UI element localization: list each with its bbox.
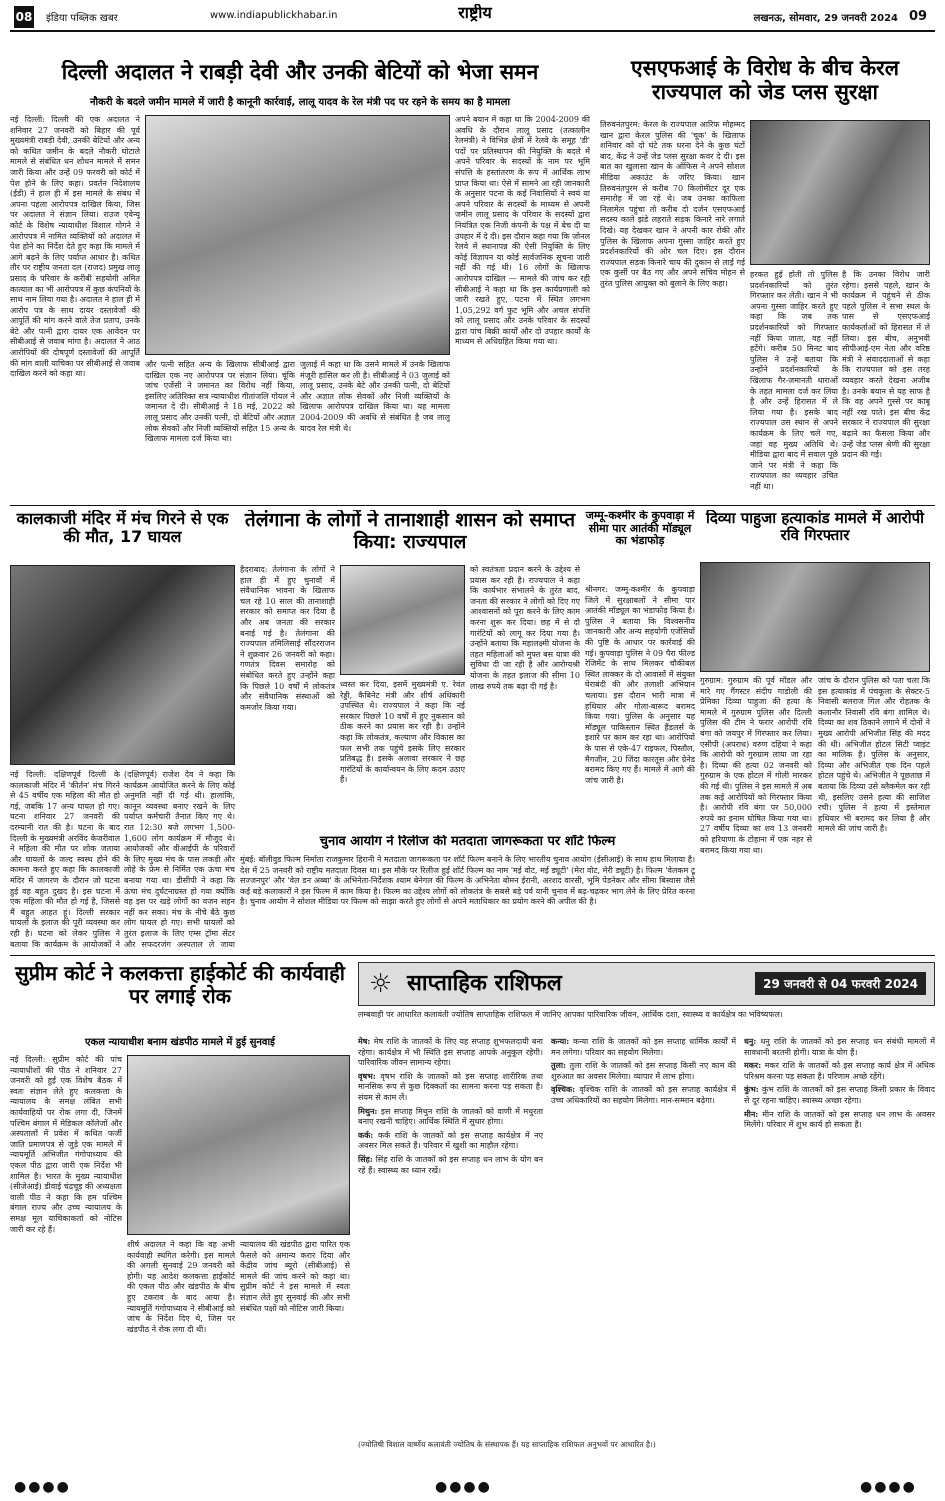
story1-headline: दिल्ली अदालत ने राबड़ी देवी और उनकी बेटियों को भेजा समन [61, 60, 539, 84]
horoscope-entry [358, 1106, 543, 1128]
horoscope-sign: मकर: [744, 1060, 765, 1071]
story4-col3: को स्वतंत्रता प्रदान करने के उद्देश्य से प्रयास कर रही है। राज्यपाल ने कहा कि कार्यभार संभालने के तुरंत बाद, जनता की सरकार ने लोगों को दिए गए आश्वासनों को पूरा करने के लिए काम करना शुरू कर दिया। छह में से दो गारंटियों को लागू कर दिया गया है। उन्होंने बताया कि महालक्ष्मी योजना के तहत महिलाओं को मुफ्त बस यात्रा की सुविधा दी जा रही है और आरोग्यश्री योजना के तहत इलाज की सीमा 10 लाख रुपये तक बढ़ा दी गई है। [470, 565, 580, 691]
horoscope-text: इस सप्ताह मिथुन राशि के जातकों को वाणी में मधुरता बनाए रखनी चाहिए। आर्थिक स्थिति में सुधार होगा। [358, 1106, 543, 1127]
horoscope-text: मेष राशि के जातकों के लिए यह सप्ताह शुभफलदायी बना रहेगा। कार्यक्षेत्र में भी स्थिति इस सप्ताह आपके अनुकूल रहेगी। पारिवारिक जीवन सामान्य रहेगा। [358, 1037, 543, 1068]
horoscope-sign: वृश्चिक: [551, 1084, 580, 1095]
story1-photo [145, 115, 450, 355]
horoscope-sign: मिथुन: [358, 1105, 382, 1116]
sun-icon: ☼ [369, 969, 393, 999]
footer-dots-right: ●●●● [860, 1479, 917, 1495]
horoscope-text: सिंह राशि के जातकों को इस सप्ताह धन लाभ के योग बन रहे हैं। स्वास्थ्य का ध्यान रखें। [358, 1154, 543, 1175]
story6-col1: गुरुग्राम: गुरुग्राम की पूर्व मॉडल और मारे गए गैंगस्टर संदीप गाडोली की प्रेमिका दिव्या पाहुजा की हत्या के मामले में गुरुग्राम पुलिस और दिल्ली पुलिस की टीम ने फरार आरोपी रवि बंगा को जयपुर में गिरफ्तार कर लिया। एसीपी (अपराध) वरुण दहिया ने कहा कि आरोपी को गुरुग्राम लाया जा रहा है। दिव्या की हत्या 02 जनवरी को गुरुग्राम के एक होटल में गोली मारकर की गई थी। पुलिस ने इस मामले में अब तक कई आरोपियों को गिरफ्तार किया है। आरोपी रवि बंगा पर 50,000 रुपये का इनाम घोषित किया गया था। 27 वर्षीय दिव्या का शव 13 जनवरी को हरियाणा के टोहाना में एक नहर से बरामद किया गया था। [700, 676, 812, 855]
horoscope-col1 [358, 1036, 543, 1436]
story5-headline: जम्मू-कश्मीर के कुपवाड़ा में सीमा पार आतंकी मॉड्यूल का भंडाफोड़ [585, 510, 695, 548]
horoscope-entry [358, 1154, 543, 1176]
horoscope-date-range: 29 जनवरी से 04 फरवरी 2024 [755, 972, 926, 995]
story8-headline: सुप्रीम कोर्ट ने कलकत्ता हाईकोर्ट की कार्यवाही पर लगाई रोक [15, 962, 345, 1008]
story2-photo [750, 120, 930, 265]
section-title: राष्ट्रीय [458, 4, 492, 22]
horoscope-sign: कर्क: [358, 1129, 378, 1140]
horoscope-footnote: (ज्योतिषी विशाल वार्ष्णेय कलावंती ज्योतिष के संस्थापक हैं। यह साप्ताहिक राशिफल अनुभवों पर आधारित है।) [358, 1440, 656, 1449]
horoscope-text: कर्क राशि के जातकों को इस सप्ताह कार्यक्षेत्र में नए अवसर मिल सकते हैं। परिवार में खुशी का माहौल रहेगा। [358, 1130, 543, 1151]
horoscope-entry [551, 1036, 736, 1058]
story8-subhead: एकल न्यायाधीश बनाम खंडपीठ मामले में हुई सुनवाई [85, 1037, 275, 1048]
story2-headline: एसएफआई के विरोध के बीच केरल राज्यपाल को जेड प्लस सुरक्षा [631, 56, 899, 105]
horoscope-entry [744, 1036, 935, 1058]
footer-dots-left: ●●●● [14, 1479, 71, 1495]
row-rule-1 [10, 505, 935, 506]
horoscope-entry [744, 1109, 935, 1131]
story3-headline: कालकाजी मंदिर में मंच गिरने से एक की मौत, 17 घायल [16, 510, 229, 547]
footer-dots-center: ●●●● [435, 1479, 492, 1495]
horoscope-sign: मीन: [744, 1108, 763, 1119]
paper-name: इंडिया पब्लिक खबर [46, 13, 118, 24]
horoscope-entry [551, 1060, 736, 1082]
horoscope-text: वृश्चिक राशि के जातकों को इस सप्ताह कार्यक्षेत्र में उच्च अधिकारियों का सहयोग मिलेगा। मान-सम्मान बढ़ेगा। [551, 1085, 736, 1105]
horoscope-sign: धनु: [744, 1036, 761, 1046]
story8-col1: नई दिल्ली: सुप्रीम कोर्ट की पांच न्यायाधीशों की पीठ ने शनिवार 27 जनवरी को हुई एक विशेष बैठक में स्वतः संज्ञान लेते हुए कलकत्ता के न्यायालय के समक्ष लंबित सभी कार्यवाहियों पर रोक लगा दी, जिनमें पश्चिम बंगाल में मेडिकल कॉलेजों और अस्पतालों में प्रवेश में कथित फर्जी जाति प्रमाणपत्र से जुड़े एक मामले में न्यायमूर्ति अभिजीत गंगोपाध्याय की एकल पीठ द्वारा जारी एक निर्देश भी शामिल है। भारत के मुख्य न्यायाधीश (सीजेआई) डीवाई चंद्रचूड़ की अध्यक्षता वाली पीठ ने कहा कि हम पश्चिम बंगाल राज्य और उच्च न्यायालय के समक्ष मूल याचिकाकर्ता को नोटिस जारी कर रहे हैं। [10, 1055, 122, 1234]
dateline: लखनऊ, सोमवार, 29 जनवरी 2024 [753, 13, 898, 24]
story3-col2: (दक्षिणपूर्व) राजेश देव ने कहा कि कार्यक्रम आयोजित करने के लिए कोई अनुमति नहीं दी गई थी। हालांकि, कानून व्यवस्था बनाए रखने के लिए पर्याप्त कर्मचारी तैनात किए गए थे। रात 12:30 बजे लगभग 1,500-1,600 लोग कार्यक्रम में मौजूद थे। आयोजकों और वीआईपी के परिवारों के लिए मुख्य मंच के पास लकड़ी और लोहे के फ्रेम से निर्मित एक ऊंचा मंच बनाया गया था। डीसीपी ने कहा कि ऊंचा मंच दुर्घटनाग्रस्त हो गया क्योंकि वह इस पर खड़े लोगों का वजन सहन नहीं कर सका। मंच के नीचे बैठे कुछ लोग घायल हो गए। सभी घायलों को तुरंत इलाज के लिए एम्स ट्रॉमा सेंटर और सफदरजंग अस्पताल ले जाया [124, 770, 235, 949]
story3-col1: नई दिल्ली: दक्षिणपूर्व दिल्ली के कालकाजी मंदिर में 'कीर्तन' मंच गिरने से 45 वर्षीय एक महिला की मौत हो गई, जबकि 17 अन्य घायल हो गए। घटना शनिवार 27 जनवरी की दरम्यानी रात की है। घटना के बाद दिल्ली के मुख्यमंत्री अरविंद केजरीवाल ने महिला की मौत पर शोक जताया और घायलों के जल्द स्वस्थ होने की कामना करते हुए कहा कि कालकाजी मंदिर में जागरण के दौरान जो घटना हुई वह बहुत दुखद है। इस घटना में एक महिला की मौत हो गई है, जिससे मैं बहुत आहत हूं। दिल्ली सरकार घायलों के इलाज की पूरी व्यवस्था कर रही है। घटना को लेकर पुलिस ने बताया कि कार्यक्रम के आयोजकों ने [10, 770, 120, 949]
horoscope-text: कुंभ राशि के जातकों को इस सप्ताह किसी प्रकार के विवाद से दूर रहना चाहिए। स्वास्थ्य अच्छा रहेगा। [744, 1085, 935, 1105]
horoscope-col3 [744, 1036, 935, 1436]
story8-col2: शीर्ष अदालत ने कहा कि वह अभी कार्यवाही स्थगित करेगी। इस मामले की अगली सुनवाई 29 जनवरी को होगी। यह आदेश कलकत्ता हाईकोर्ट की एकल पीठ और खंडपीठ के बीच हुए टकराव के बाद आया है। न्यायमूर्ति गंगोपाध्याय ने सीबीआई को जांच के निर्देश दिए थे, जिस पर खंडपीठ ने रोक लगा दी थी। [127, 1240, 235, 1334]
story1-col3: जुलाई में कहा था कि उसने मामले में उनके खिलाफ मंजूरी हासिल कर ली है। सीबीआई ने 03 जुलाई को लालू प्रसाद, उनके बेटे और उनकी पत्नी, दो बेटियों और अज्ञात लोक सेवकों और निजी व्यक्तियों के खिलाफ आरोपपत्र दाखिल किया था। यह मामला 2004-2009 की अवधि से संबंधित है जब लालू यादव रेल मंत्री थे। [300, 360, 450, 433]
horoscope-text: वृषभ राशि के जातकों को इस सप्ताह शारीरिक तथा मानसिक रूप से कुछ दिक्कतों का सामना करना पड़ सकता है। संयम से काम लें। [358, 1071, 543, 1102]
horoscope-entry [358, 1071, 543, 1104]
horoscope-sign: मेष: [358, 1036, 374, 1046]
page-number-right: 09 [908, 9, 928, 24]
page-number-left: 08 [14, 6, 34, 28]
horoscope-entry [744, 1060, 935, 1082]
story1-col4: अपने बयान में कहा था कि 2004-2009 की अवधि के दौरान लालू प्रसाद (तत्कालीन रेलमंत्री) ने विभिन्न क्षेत्रों में रेलवे के समूह 'डी' पदों पर प्रतिस्थापन की नियुक्ति के बदले में अपने परिवार के सदस्यों के नाम पर भूमि संपत्ति के हस्तांतरण के रूप में आर्थिक लाभ प्राप्त किया था। ऐसे में सामने आ रही जानकारी के अनुसार पटना के कई निवासियों ने स्वयं या अपने परिवार के सदस्यों के माध्यम से अपनी जमीन लालू प्रसाद के परिवार के सदस्यों द्वारा नियंत्रित एक निजी कंपनी के पक्ष में बेच दी या उपहार में दे दी। इस दौरान कहा गया कि जोनल रेलवे में स्थानापन्न की ऐसी नियुक्ति के लिए कोई विज्ञापन या कोई सार्वजनिक सूचना जारी नहीं की गई थी। 16 लोगों के खिलाफ आरोपपत्र दाखिल — मामले की जांच कर रही सीबीआई ने कहा था कि इस कार्यप्रणाली को जारी रखते हुए, पटना में स्थित लगभग 1,05,292 वर्ग फुट भूमि और अचल संपत्ति को लालू प्रसाद और उनके परिवार के सदस्यों द्वारा पांच बिक्री कार्यों और दो उपहार कार्यों के माध्यम से अधिग्रहित किया गया था। [455, 115, 590, 347]
story1-subhead: नौकरी के बदले जमीन मामले में जारी है कानूनी कार्रवाई, लालू यादव के रेल मंत्री पद पर रहने के समय का है मामला [89, 97, 511, 108]
header-rule [10, 30, 935, 32]
horoscope-text: धनु राशि के जातकों को इस सप्ताह धन संबंधी मामलों में सावधानी बरतनी होगी। यात्रा के योग हैं। [744, 1037, 935, 1057]
horoscope-entry [358, 1130, 543, 1152]
story6-col2: जांच के दौरान पुलिस को पता चला कि इस हत्याकांड में पंचकूला के सेक्टर-5 निवासी बलराज गिल और रोहतक के कलानौर निवासी रवि बंगा शामिल थे। दिव्या का शव ठिकाने लगाने में दोनों ने मुख्य आरोपी अभिजीत सिंह की मदद की थी। अभिजीत होटल सिटी प्वाइंट का मालिक है। पुलिस के अनुसार, दिव्या और अभिजीत एक दिन पहले होटल पहुंचे थे। अभिजीत ने पूछताछ में बताया कि दिव्या उसे ब्लैकमेल कर रही थी, इसलिए उसने हत्या की साजिश रची। पुलिस ने हत्या में इस्तेमाल हथियार भी बरामद कर लिया है और मामले की जांच जारी है। [818, 676, 930, 834]
horoscope-text: कन्या राशि के जातकों को इस सप्ताह धार्मिक कार्यों में मन लगेगा। परिवार का सहयोग मिलेगा। [551, 1037, 736, 1057]
horoscope-banner [358, 962, 935, 1006]
horoscope-col2 [551, 1036, 736, 1436]
horoscope-sign: कुंभ: [744, 1084, 762, 1095]
horoscope-text: तुला राशि के जातकों को इस सप्ताह किसी नए काम की शुरुआत का अवसर मिलेगा। व्यापार में लाभ होगा। [551, 1061, 736, 1081]
story4-col2: ध्वस्त कर दिया, इसमें मुख्यमंत्री ए. रेवंत रेड्डी, कैबिनेट मंत्री और शीर्ष अधिकारी उपस्थित थे। राज्यपाल ने कहा कि नई सरकार पिछले 10 वर्षों में हुए नुकसान को ठीक करने का प्रयास कर रही है। उन्होंने कहा कि लोकतंत्र, कल्याण और विकास का फल सभी तक पहुंचे इसके लिए सरकार प्रतिबद्ध है। इसके अलावा सरकार ने छह गारंटियों के कार्यान्वयन के लिए कदम उठाए हैं। [340, 680, 465, 785]
horoscope-sign: तुला: [551, 1060, 570, 1071]
story7-headline: चुनाव आयोग ने रिलीज की मतदाता जागरूकता पर शॉर्ट फिल्म [319, 835, 616, 849]
story8-col3: न्यायालय की खंडपीठ द्वारा पारित एक फैसले को अमान्य करार दिया और केंद्रीय जांच ब्यूरो (सीबीआई) से मामले की जांच करने को कहा था। सुप्रीम कोर्ट ने इस मामले में स्वतः संज्ञान लेते हुए सुनवाई की और सभी संबंधित पक्षों को नोटिस जारी किया। [240, 1240, 350, 1313]
story6-photo [700, 562, 930, 672]
horoscope-sign: वृषभ: [358, 1070, 381, 1081]
horoscope-text: मकर राशि के जातकों को इस सप्ताह कार्य क्षेत्र में अधिक परिश्रम करना पड़ सकता है। परिणाम अच्छे रहेंगे। [744, 1061, 935, 1081]
horoscope-entry [551, 1084, 736, 1106]
story4-headline: तेलंगाना के लोगों ने तानाशाही शासन को समाप्त किया: राज्यपाल [244, 510, 576, 553]
story8-photo [127, 1055, 350, 1235]
horoscope-intro: लम्बवाही पर आधारित कलावंती ज्योतिष साप्ताहिक राशिफल में जानिए आपका पारिवारिक जीवन, आर्थिक दशा, स्वास्थ्य व कार्यक्षेत्र का भविष्यफल। [358, 1010, 783, 1019]
horoscope-entry [744, 1084, 935, 1106]
story4-photo [340, 565, 465, 675]
horoscope-sign: सिंह: [358, 1153, 376, 1164]
story7-col1: मुंबई: बॉलीवुड फिल्म निर्माता राजकुमार हिरानी ने मतदाता जागरूकता पर शॉर्ट फिल्म बनाने के लिए भारतीय चुनाव आयोग (ईसीआई) के साथ हाथ मिलाया है। देश में 25 जनवरी को राष्ट्रीय मतदाता दिवस था। इस मौके पर रिलीज हुई शॉर्ट फिल्म का नाम 'मई वोट, मई ड्यूटी' (मेरा वोट, मेरी ड्यूटी) है। फिल्म 'वेलकम टू सज्जनपुर' और 'वेल डन अब्बा' के अभिनेता-निर्देशक श्याम बेनेगल की फिल्म के अभिनेता बोमन ईरानी, अरशद वारसी, भूमि पेडनेकर और सीमा बिस्वास जैसे कई बड़े कलाकारों ने इस फिल्म में काम किया है। फिल्म का उद्देश्य लोगों को लोकतंत्र के सबसे बड़े पर्व यानी चुनाव में बढ़-चढ़कर भाग लेने के लिए प्रेरित करना है। चुनाव आयोग ने सोशल मीडिया पर फिल्म को साझा करते हुए लोगों से अपने मताधिकार का प्रयोग करने की अपील की है। [240, 855, 695, 907]
story2-col1: तिरुवनंतपुरम: केरल के राज्यपाल आरिफ मोहम्मद खान द्वारा केरल पुलिस की 'चूक' के खिलाफ शनिवार को दो घंटे तक धरना देने के कुछ घंटों बाद, केंद्र ने उन्हें जेड प्लस सुरक्षा कवर दे दी। इस बात का खुलासा खान के ऑफिस ने अपने सोशल मीडिया अकाउंट के जरिए किया। खान तिरुवनंतपुरम से करीब 70 किलोमीटर दूर एक समारोह में जा रहे थे। जब उनका काफिला निलामेल पहुंचा तो करीब दो दर्जन एसएफआई सदस्य काले झंडे लहराते सड़क किनारे नारे लगाते दिखे। यह देखकर खान ने अपनी कार रोकी और पुलिस के खिलाफ अपना गुस्सा जाहिर करते हुए प्रदर्शनकारियों की ओर चल दिए। इस दौरान राज्यपाल सड़क किनारे चाय की दुकान से लाई गई एक कुर्सी पर बैठ गए और अपने सचिव मोहन से तुरंत पुलिस आयुक्त को बुलाने के लिए कहा। [600, 120, 745, 288]
story1-col2: और पत्नी सहित अन्य के खिलाफ सीबीआई द्वारा दाखिल एक नए आरोपपत्र पर संज्ञान लिया। चूंकि जांच एजेंसी ने जमानत का विरोध नहीं किया, इसलिए अतिरिक्त सत्र न्यायाधीश गीतांजलि गोयल ने जमानत दे दी। सीबीआई ने 18 मई, 2022 को लालू प्रसाद और उनकी पत्नी, दो बेटियों और अज्ञात लोक सेवकों और निजी व्यक्तियों सहित 15 अन्य के खिलाफ मामला दर्ज किया था। [145, 360, 295, 444]
story4-col1: हैदराबाद: तेलंगाना के लोगों ने हाल ही में हुए चुनावों में संवैधानिक भावना के खिलाफ चल रहे 10 साल की तानाशाही सरकार को समाप्त कर दिया है और अब जनता की सरकार बनाई गई है। तेलंगाना की राज्यपाल तमिलिसाई सौंदरराजन ने शुक्रवार 26 जनवरी को कहा। गणतंत्र दिवस समारोह को संबोधित करते हुए उन्होंने कहा कि पिछले 10 वर्षों में लोकतंत्र और संवैधानिक संस्थाओं को कमजोर किया गया। [240, 565, 335, 712]
story2-col3: है कि उनका विरोध जारी रहेगा। इससे पहले, खान के कार्यक्रम में पहुंचने से ठीक पहले पुलिस ने सभा स्थल के पास से एसएफआई कार्यकर्ताओं को हिरासत में ले लिया। इस बीच, अनुभवी सीपीआई-एम नेता और वरिष्ठ मंत्री ने संवाददाताओं से कहा कि राज्यपाल को इस तरह व्यवहार करते देखना अजीब है। उनके बयान से यह साफ है कि वह अपने गुस्से पर काबू नहीं रख पाते। इस बीच केंद्र सरकार ने राज्यपाल की सुरक्षा बढ़ाने का फैसला किया और उन्हें जेड प्लस श्रेणी की सुरक्षा प्रदान की गई। [842, 270, 930, 460]
website-url[interactable]: www.indiapublickhabar.in [210, 10, 338, 21]
story3-photo [10, 565, 235, 765]
row-rule-2 [10, 955, 935, 956]
horoscope-sign: कन्या: [551, 1036, 573, 1046]
story1-col1: नई दिल्ली: दिल्ली की एक अदालत ने शनिवार 27 जनवरी को बिहार की पूर्व मुख्यमंत्री राबड़ी देवी, उनकी बेटियों और अन्य को कथित जमीन के बदले नौकरी घोटाले मामले से संबंधित धन शोधन मामले में समन जारी किया और उन्हें 09 फरवरी को कोर्ट में पेश होने के लिए कहा। प्रवर्तन निदेशालय (ईडी) ने हाल ही में इस मामले के संबंध में अपना पहला आरोपपत्र दाखिल किया, जिस पर अदालत ने संज्ञान लिया। राउज एवेन्यू कोर्ट के विशेष न्यायाधीश विशाल गोगने ने आरोपपत्र में नामित व्यक्तियों को अदालत में पेश होने का निर्देश देते हुए कहा कि मामले में आगे बढ़ने के लिए पर्याप्त आधार है। कथित तौर पर राष्ट्रीय जनता दल (राजद) प्रमुख लालू प्रसाद के परिवार के करीबी सहयोगी अमित कात्याल का भी आरोपपत्र में कुछ कंपनियों के साथ नाम लिया गया है। अदालत ने हाल ही में आरोप पत्र के साथ दायर दस्तावेजों की आपूर्ति की मांग करने वाले तेज प्रताप, उनके बेटे और पत्नी द्वारा दायर एक आवेदन पर सीबीआई से जवाब मांगा है। अदालत ने आठ आरोपियों की दोषपूर्ण दस्तावेजों की आपूर्ति की मांग वाली याचिका पर सीबीआई से जवाब दाखिल करने को कहा था। [10, 115, 140, 379]
story6-headline: दिव्या पाहुजा हत्याकांड मामले में आरोपी रवि गिरफ्तार [705, 510, 925, 545]
story2-col2: हरकत हुई होती तो पुलिस प्रदर्शनकारियों को तुरंत गिरफ्तार कर लेती। खान ने भी अपना गुस्सा जाहिर करते हुए कहा कि जब तक प्रदर्शनकारियों को गिरफ्तार नहीं किया जाता, वह नहीं हटेंगे। करीब 50 मिनट बाद पुलिस ने उन्हें बताया कि उन्होंने प्रदर्शनकारियों के खिलाफ गैर-जमानती धाराओं के तहत मामला दर्ज कर लिया है और उन्हें हिरासत में ले लिया गया है। इसके बाद राज्यपाल उस स्थान से अपने कार्यक्रम के लिए चले गए, जहां वह मुख्य अतिथि थे। मीडिया द्वारा बाद में सवाल पूछे जाने पर मंत्री ने कहा कि राज्यपाल का व्यवहार उचित नहीं था। [750, 270, 838, 491]
horoscope-title: साप्ताहिक राशिफल [407, 971, 562, 996]
story5-col1: श्रीनगर: जम्मू-कश्मीर के कुपवाड़ा जिले में सुरक्षाबलों ने सीमा पार आतंकी मॉड्यूल का भंडाफोड़ किया है। पुलिस ने बताया कि विश्वसनीय जानकारी और अन्य सहयोगी एजेंसियों की पुष्टि के आधार पर कार्रवाई की गई। कुपवाड़ा पुलिस ने 09 पैरा फील्ड रेजिमेंट के साथ मिलकर चौकीबल स्थित लाक्कर के दो आवासों में संयुक्त घेराबंदी की और तलाशी अभियान चलाया। इस दौरान भारी मात्रा में हथियार और गोला-बारूद बरामद किया गया। पुलिस के अनुसार यह मॉड्यूल पाकिस्तान स्थित हैंडलर्स के इशारे पर काम कर रहा था। आरोपियों के पास से एके-47 राइफल, पिस्तौल, मैगजीन, 20 जिंदा कारतूस और ग्रेनेड बरामद किए गए हैं। मामले में आगे की जांच जारी है। [585, 585, 695, 785]
horoscope-text: मीन राशि के जातकों को इस सप्ताह धन लाभ के अवसर मिलेंगे। परिवार में शुभ कार्य हो सकता है। [744, 1109, 935, 1130]
horoscope-entry [358, 1036, 543, 1069]
